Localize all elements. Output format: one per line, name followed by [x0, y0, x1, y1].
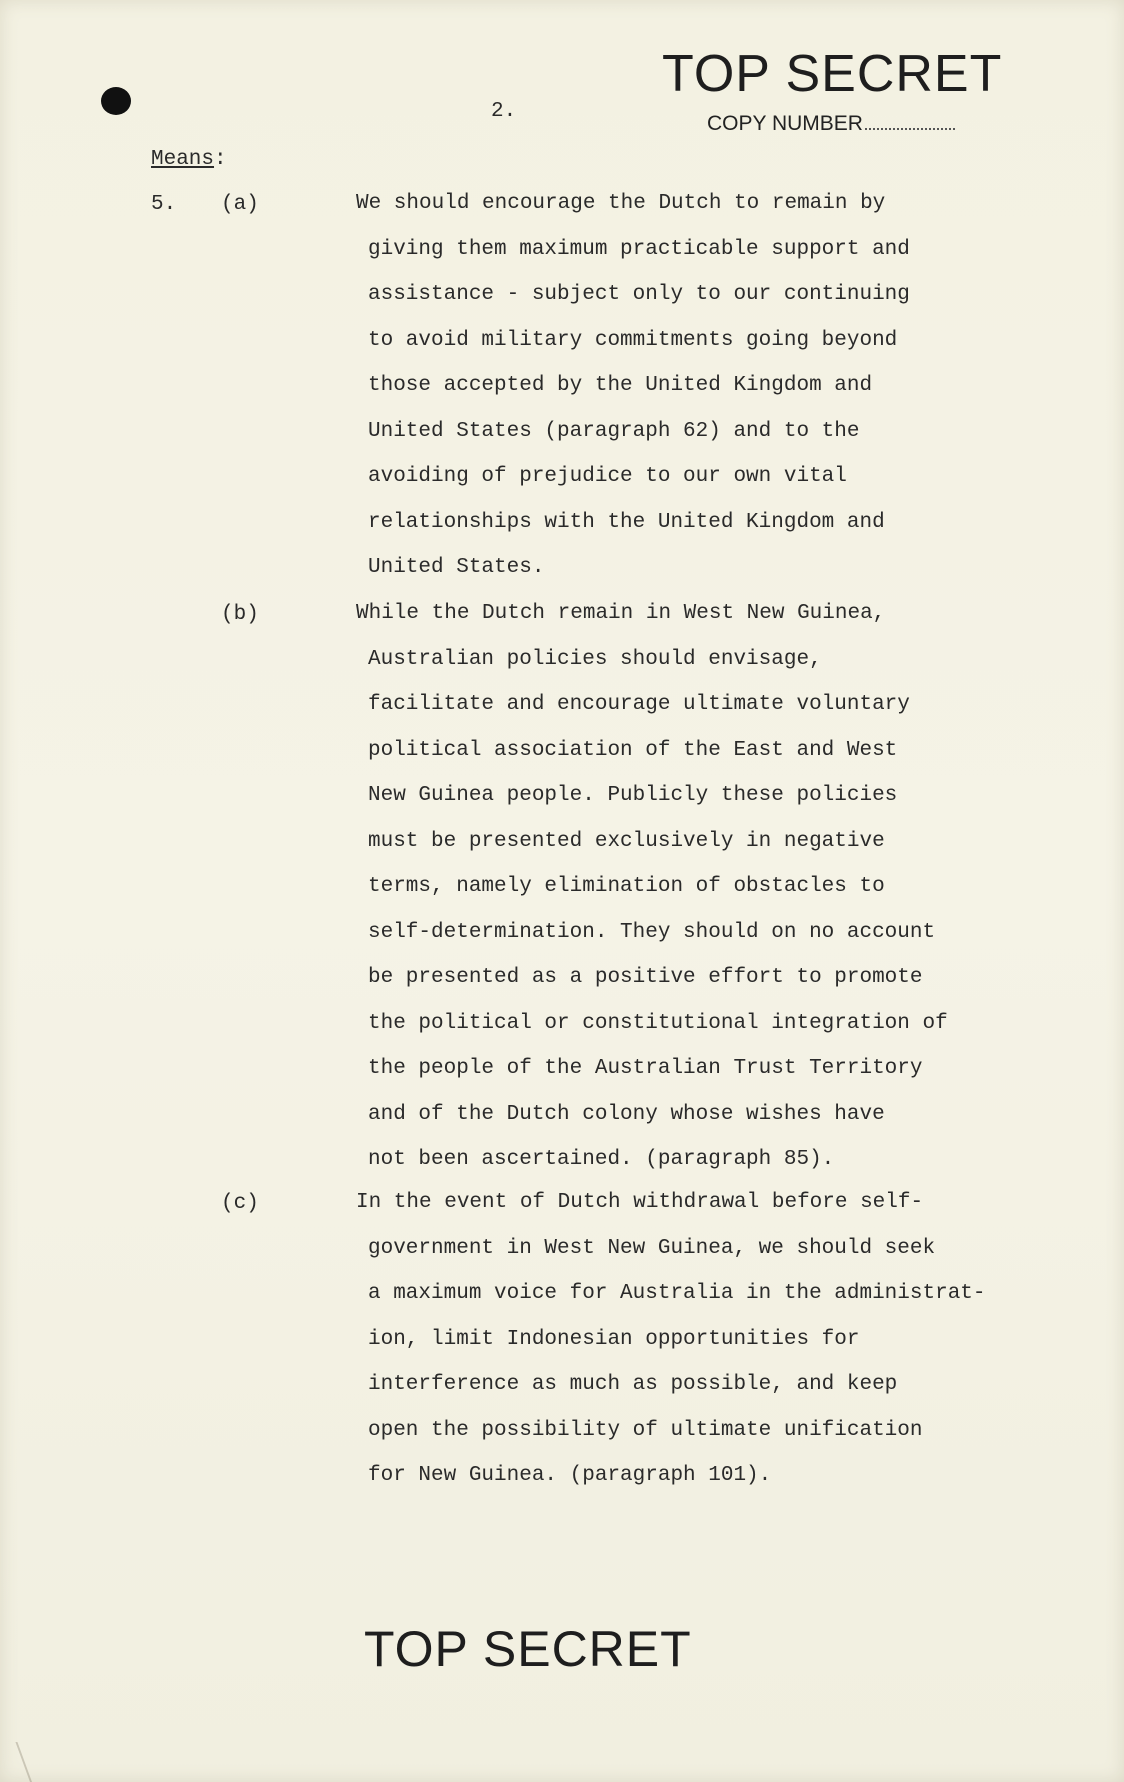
section-heading-colon: : [214, 148, 227, 171]
text-line: United States (paragraph 62) and to the [368, 419, 860, 443]
text-line: those accepted by the United Kingdom and [368, 374, 873, 397]
text-line: United States. [368, 556, 545, 579]
text-line: not been ascertained. (paragraph 85). [368, 1148, 835, 1171]
classification-stamp-bottom: TOP SECRET [364, 1621, 692, 1677]
item-label-c: (c) [221, 1192, 259, 1215]
item-text-a [356, 181, 1046, 591]
text-line: We should encourage the Dutch to remain by [356, 192, 886, 215]
text-line: political association of the East and West [368, 738, 898, 762]
item-label-b: (b) [221, 603, 259, 626]
text-line: for New Guinea. (paragraph 101). [368, 1464, 772, 1487]
text-line: giving them maximum practicable support and [368, 237, 910, 261]
page-corner-crease [0, 1742, 32, 1782]
text-line: In the event of Dutch withdrawal before self- [356, 1191, 924, 1214]
text-line: Australian policies should envisage, [368, 647, 822, 671]
text-line: self-determination. They should on no account [368, 920, 936, 944]
text-line: assistance - subject only to our continuing [368, 283, 910, 306]
text-line: and of the Dutch colony whose wishes have [368, 1102, 885, 1126]
text-line: relationships with the United Kingdom and [368, 510, 885, 534]
item-label-a: (a) [221, 193, 259, 216]
text-line: the people of the Australian Trust Territory [368, 1057, 923, 1080]
text-line: New Guinea people. Publicly these policies [368, 784, 898, 807]
text-line: facilitate and encourage ultimate voluntary [368, 693, 910, 716]
text-line: government in West New Guinea, we should seek [368, 1236, 936, 1260]
page-number: 2. [491, 100, 517, 123]
copy-number-label: COPY NUMBER [707, 112, 863, 135]
copy-number-field [707, 112, 955, 136]
text-line: be presented as a positive effort to promote [368, 966, 923, 989]
text-line: the political or constitutional integration of [368, 1011, 948, 1035]
text-line: ion, limit Indonesian opportunities for [368, 1327, 860, 1351]
copy-number-blank [865, 128, 955, 130]
classification-stamp-top: TOP SECRET [662, 45, 1003, 103]
text-line: a maximum voice for Australia in the administrat- [368, 1282, 986, 1305]
text-line: While the Dutch remain in West New Guinea, [356, 602, 886, 625]
text-line: must be presented exclusively in negative [368, 829, 885, 853]
text-line: terms, namely elimination of obstacles to [368, 875, 885, 898]
item-text-b [356, 591, 1046, 1183]
paragraph-number: 5. [151, 193, 177, 216]
text-line: open the possibility of ultimate unification [368, 1418, 923, 1442]
text-line: interference as much as possible, and keep [368, 1373, 898, 1396]
section-heading [151, 148, 227, 171]
text-line: avoiding of prejudice to our own vital [368, 465, 847, 488]
punch-hole-mark [101, 87, 131, 115]
text-line: to avoid military commitments going beyond [368, 328, 898, 352]
section-heading-text: Means [151, 148, 215, 171]
item-text-c [356, 1180, 1046, 1499]
